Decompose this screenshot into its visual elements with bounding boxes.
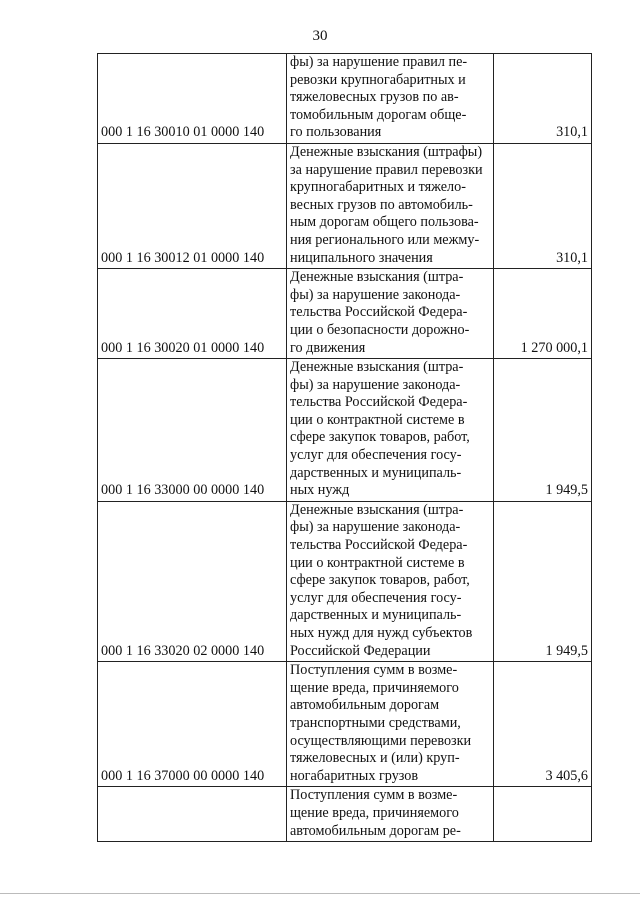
description-line: за нарушение правил перевозки — [290, 161, 483, 178]
description-line: ных нужд — [290, 482, 350, 499]
revenue-amount: 1 949,5 — [494, 359, 592, 502]
description-line: Денежные взыскания (штра- — [290, 501, 464, 518]
description-line: тельства Российской Федера- — [290, 304, 468, 321]
revenue-code: 000 1 16 30010 01 0000 140 — [98, 54, 287, 144]
revenue-code: 000 1 16 30012 01 0000 140 — [98, 143, 287, 268]
description-line: автомобильным дорогам — [290, 697, 440, 714]
description-line: ции о контрактной системе в — [290, 554, 465, 571]
description-line: ногабаритных грузов — [290, 767, 419, 784]
revenue-amount: 310,1 — [494, 54, 592, 144]
description-line: ревозки крупногабаритных и — [290, 71, 466, 88]
table-row — [98, 501, 592, 661]
revenue-description — [287, 501, 494, 661]
description-line: весных грузов по автомобиль- — [290, 196, 473, 213]
revenue-code: 000 1 16 37000 00 0000 140 — [98, 662, 287, 787]
revenue-description — [287, 787, 494, 842]
description-line: фы) за нарушение законода- — [290, 376, 461, 393]
description-line: ных нужд для нужд субъектов — [290, 625, 473, 641]
table-row — [98, 54, 592, 144]
description-line: го пользования — [290, 124, 382, 141]
description-line: щение вреда, причиняемого — [290, 804, 459, 821]
table-row — [98, 143, 592, 268]
description-line: фы) за нарушение правил пе- — [290, 54, 468, 70]
description-line: дарственных и муниципаль- — [290, 607, 462, 624]
description-line: Поступления сумм в возме- — [290, 662, 458, 679]
description-line: транспортными средствами, — [290, 714, 461, 731]
description-line: Российской Федерации — [290, 642, 431, 659]
revenue-amount: 3 405,6 — [494, 662, 592, 787]
description-line: ции о контрактной системе в — [290, 411, 465, 428]
revenue-description — [287, 359, 494, 502]
table-row — [98, 359, 592, 502]
page-bottom-rule — [0, 893, 640, 894]
revenue-amount — [494, 787, 592, 842]
description-line: фы) за нарушение законода- — [290, 519, 461, 536]
description-line: Поступления сумм в возме- — [290, 787, 458, 804]
budget-revenue-table — [97, 53, 592, 842]
description-line: ния регионального или межму- — [290, 231, 480, 248]
page-number: 30 — [312, 28, 328, 44]
revenue-code: 000 1 16 33000 00 0000 140 — [98, 359, 287, 502]
description-line: тельства Российской Федера- — [290, 394, 468, 411]
revenue-description — [287, 662, 494, 787]
revenue-amount: 310,1 — [494, 143, 592, 268]
revenue-code — [98, 787, 287, 842]
description-line: сфере закупок товаров, работ, — [290, 429, 470, 446]
revenue-amount: 1 270 000,1 — [494, 269, 592, 359]
description-line: автомобильным дорогам ре- — [290, 822, 461, 839]
description-line: ным дорогам общего пользова- — [290, 214, 479, 231]
revenue-amount: 1 949,5 — [494, 501, 592, 661]
revenue-code: 000 1 16 33020 02 0000 140 — [98, 501, 287, 661]
description-line: осуществляющими перевозки — [290, 732, 472, 749]
description-line: тельства Российской Федера- — [290, 537, 468, 554]
description-line: ниципального значения — [290, 249, 433, 266]
description-line: сфере закупок товаров, работ, — [290, 572, 470, 589]
description-line: щение вреда, причиняемого — [290, 679, 459, 696]
description-line: тяжеловесных грузов по ав- — [290, 89, 459, 106]
description-line: крупногабаритных и тяжело- — [290, 179, 466, 196]
description-line: Денежные взыскания (штра- — [290, 269, 464, 286]
description-line: тяжеловесных и (или) круп- — [290, 750, 460, 767]
description-line: услуг для обеспечения госу- — [290, 589, 462, 606]
table-row — [98, 662, 592, 787]
description-line: фы) за нарушение законода- — [290, 286, 461, 303]
revenue-description — [287, 54, 494, 144]
table-row — [98, 269, 592, 359]
revenue-description — [287, 143, 494, 268]
description-line: томобильным дорогам обще- — [290, 106, 467, 123]
revenue-code: 000 1 16 30020 01 0000 140 — [98, 269, 287, 359]
description-line: Денежные взыскания (штра- — [290, 359, 464, 376]
description-line: дарственных и муниципаль- — [290, 464, 462, 481]
description-line: услуг для обеспечения госу- — [290, 447, 462, 464]
description-line: Денежные взыскания (штрафы) — [290, 143, 483, 160]
revenue-description — [287, 269, 494, 359]
description-line: ции о безопасности дорожно- — [290, 321, 470, 338]
table-row — [98, 787, 592, 842]
description-line: го движения — [290, 339, 366, 356]
